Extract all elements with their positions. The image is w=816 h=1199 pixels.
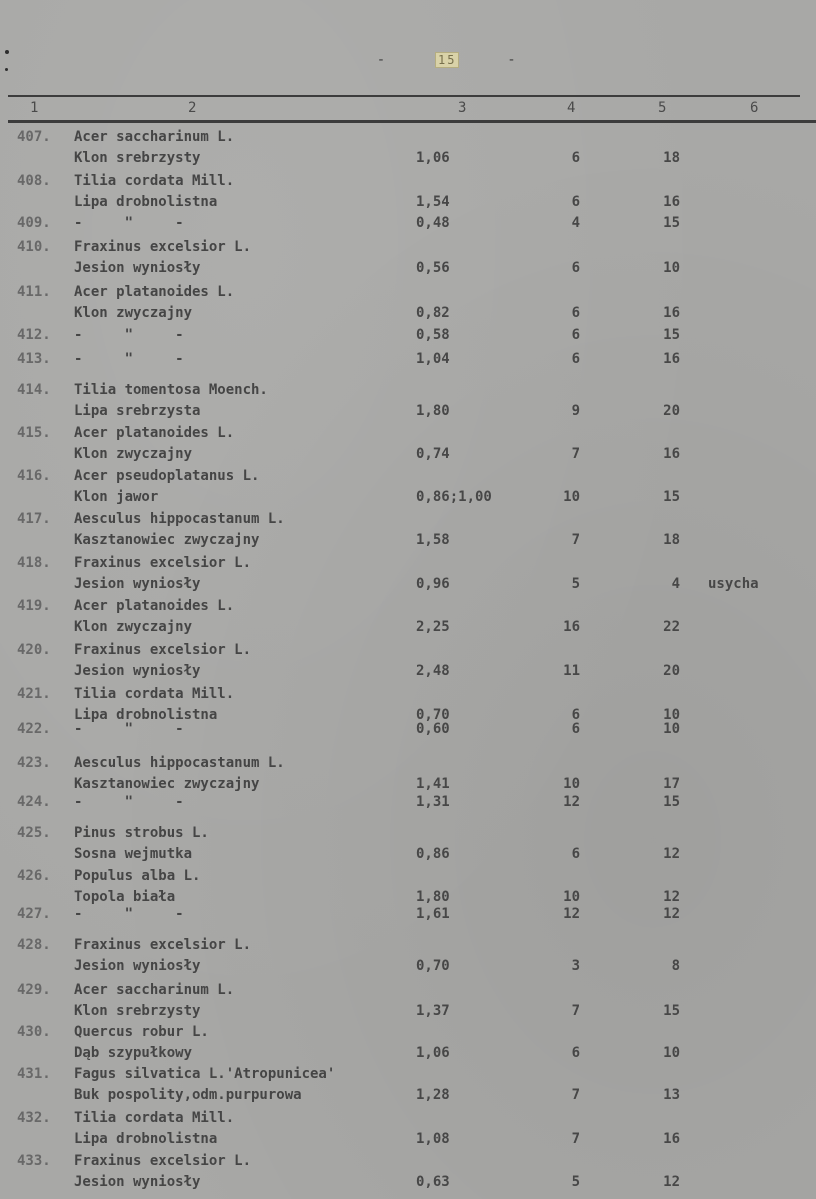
row-number: 426. xyxy=(17,868,51,884)
polish-name: Klon zwyczajny xyxy=(74,619,193,635)
row-number: 424. xyxy=(17,794,51,810)
polish-name: Jesion wyniosły xyxy=(74,663,201,679)
height-value: 15 xyxy=(663,215,680,231)
row-number: 415. xyxy=(17,425,51,441)
species-name xyxy=(74,640,251,682)
row-number: 422. xyxy=(17,721,51,737)
diameter-value: 6 xyxy=(571,846,580,862)
latin-name: Fagus silvatica L.'Atropunicea' xyxy=(74,1066,336,1082)
latin-name: Acer platanoides L. xyxy=(74,425,235,441)
remarks-value: usycha xyxy=(708,576,759,592)
diameter-value: 7 xyxy=(571,1087,580,1103)
row-number: 409. xyxy=(17,215,51,231)
diameter-value: 10 xyxy=(563,889,580,905)
circumference-value: 0,70 xyxy=(416,707,450,723)
height-value: 12 xyxy=(663,889,680,905)
polish-name: Lipa srebrzysta xyxy=(74,403,201,419)
polish-name: Klon jawor xyxy=(74,489,159,505)
circumference-value: 2,48 xyxy=(416,663,450,679)
species-name xyxy=(74,1151,251,1193)
row-number: 430. xyxy=(17,1024,51,1040)
circumference-value: 0,60 xyxy=(416,721,450,737)
diameter-value: 6 xyxy=(571,150,580,166)
species-name xyxy=(74,553,251,595)
polish-name: Kasztanowiec zwyczajny xyxy=(74,532,260,548)
height-value: 16 xyxy=(663,305,680,321)
species-name xyxy=(74,980,234,1022)
circumference-value: 1,08 xyxy=(416,1131,450,1147)
polish-name: Lipa drobnolistna xyxy=(74,194,218,210)
species-name xyxy=(74,466,259,508)
height-value: 22 xyxy=(663,619,680,635)
latin-name: Acer pseudoplatanus L. xyxy=(74,468,260,484)
circumference-value: 1,61 xyxy=(416,906,450,922)
circumference-value: 1,37 xyxy=(416,1003,450,1019)
diameter-value: 12 xyxy=(563,794,580,810)
circumference-value: 1,80 xyxy=(416,403,450,419)
species-name xyxy=(74,904,184,925)
height-value: 16 xyxy=(663,1131,680,1147)
latin-name: Pinus strobus L. xyxy=(74,825,209,841)
diameter-value: 6 xyxy=(571,327,580,343)
dash-right: - xyxy=(507,52,518,68)
circumference-value: 0,58 xyxy=(416,327,450,343)
height-value: 13 xyxy=(663,1087,680,1103)
row-number: 407. xyxy=(17,129,51,145)
species-name xyxy=(74,719,184,740)
column-header-6: 6 xyxy=(750,100,759,116)
diameter-value: 12 xyxy=(563,906,580,922)
species-name xyxy=(74,349,184,370)
species-name xyxy=(74,1064,335,1106)
polish-name: Klon zwyczajny xyxy=(74,305,193,321)
row-number: 429. xyxy=(17,982,51,998)
page-number-header xyxy=(375,52,519,68)
height-value: 15 xyxy=(663,794,680,810)
height-value: 10 xyxy=(663,721,680,737)
circumference-value: 0,56 xyxy=(416,260,450,276)
latin-name: Fraxinus excelsior L. xyxy=(74,1153,252,1169)
diameter-value: 6 xyxy=(571,707,580,723)
diameter-value: 11 xyxy=(563,663,580,679)
circumference-value: 1,06 xyxy=(416,1045,450,1061)
row-number: 412. xyxy=(17,327,51,343)
species-name xyxy=(74,1108,234,1150)
polish-name: Kasztanowiec zwyczajny xyxy=(74,776,260,792)
latin-name: Tilia cordata Mill. xyxy=(74,1110,235,1126)
circumference-value: 1,54 xyxy=(416,194,450,210)
latin-name: Acer platanoides L. xyxy=(74,598,235,614)
height-value: 15 xyxy=(663,327,680,343)
polish-name: Klon zwyczajny xyxy=(74,446,193,462)
latin-name: Fraxinus excelsior L. xyxy=(74,642,252,658)
height-value: 16 xyxy=(663,446,680,462)
circumference-value: 1,41 xyxy=(416,776,450,792)
species-name xyxy=(74,127,234,169)
species-name xyxy=(74,792,184,813)
latin-name: - " - xyxy=(74,906,184,922)
latin-name: Acer saccharinum L. xyxy=(74,129,235,145)
circumference-value: 2,25 xyxy=(416,619,450,635)
column-header-2: 2 xyxy=(188,100,197,116)
latin-name: - " - xyxy=(74,794,184,810)
diameter-value: 5 xyxy=(571,1174,580,1190)
row-number: 418. xyxy=(17,555,51,571)
height-value: 12 xyxy=(663,1174,680,1190)
polish-name: Topola biała xyxy=(74,889,176,905)
height-value: 18 xyxy=(663,532,680,548)
diameter-value: 3 xyxy=(571,958,580,974)
diameter-value: 6 xyxy=(571,1045,580,1061)
latin-name: Fraxinus excelsior L. xyxy=(74,937,252,953)
diameter-value: 10 xyxy=(563,776,580,792)
latin-name: - " - xyxy=(74,215,184,231)
latin-name: Fraxinus excelsior L. xyxy=(74,555,252,571)
species-name xyxy=(74,423,234,465)
species-name xyxy=(74,753,285,795)
species-name xyxy=(74,171,234,213)
diameter-value: 6 xyxy=(571,305,580,321)
polish-name: Klon srebrzysty xyxy=(74,150,201,166)
circumference-value: 1,04 xyxy=(416,351,450,367)
height-value: 16 xyxy=(663,194,680,210)
diameter-value: 6 xyxy=(571,721,580,737)
row-number: 410. xyxy=(17,239,51,255)
latin-name: Tilia tomentosa Moench. xyxy=(74,382,268,398)
species-name xyxy=(74,509,285,551)
row-number: 413. xyxy=(17,351,51,367)
height-value: 18 xyxy=(663,150,680,166)
height-value: 15 xyxy=(663,1003,680,1019)
species-name xyxy=(74,237,251,279)
diameter-value: 7 xyxy=(571,446,580,462)
circumference-value: 1,06 xyxy=(416,150,450,166)
diameter-value: 6 xyxy=(571,351,580,367)
circumference-value: 0,96 xyxy=(416,576,450,592)
height-value: 12 xyxy=(663,906,680,922)
height-value: 20 xyxy=(663,403,680,419)
height-value: 8 xyxy=(671,958,680,974)
diameter-value: 16 xyxy=(563,619,580,635)
column-header-4: 4 xyxy=(567,100,576,116)
polish-name: Jesion wyniosły xyxy=(74,1174,201,1190)
column-header-3: 3 xyxy=(458,100,467,116)
header-top-rule xyxy=(8,95,800,97)
polish-name: Jesion wyniosły xyxy=(74,576,201,592)
header-bottom-rule xyxy=(8,120,816,123)
column-header-1: 1 xyxy=(30,100,39,116)
species-name xyxy=(74,325,184,346)
circumference-value: 1,58 xyxy=(416,532,450,548)
latin-name: Quercus robur L. xyxy=(74,1024,209,1040)
circumference-value: 0,70 xyxy=(416,958,450,974)
polish-name: Jesion wyniosły xyxy=(74,958,201,974)
row-number: 416. xyxy=(17,468,51,484)
latin-name: Fraxinus excelsior L. xyxy=(74,239,252,255)
row-number: 425. xyxy=(17,825,51,841)
circumference-value: 0,74 xyxy=(416,446,450,462)
circumference-value: 0,63 xyxy=(416,1174,450,1190)
latin-name: Aesculus hippocastanum L. xyxy=(74,511,285,527)
latin-name: Acer saccharinum L. xyxy=(74,982,235,998)
latin-name: Tilia cordata Mill. xyxy=(74,686,235,702)
polish-name: Klon srebrzysty xyxy=(74,1003,201,1019)
polish-name: Buk pospolity,odm.purpurowa xyxy=(74,1087,302,1103)
row-number: 420. xyxy=(17,642,51,658)
row-number: 417. xyxy=(17,511,51,527)
diameter-value: 10 xyxy=(563,489,580,505)
circumference-value: 0,86;1,00 xyxy=(416,489,492,505)
diameter-value: 4 xyxy=(571,215,580,231)
diameter-value: 9 xyxy=(571,403,580,419)
punch-mark xyxy=(5,68,8,71)
row-number: 419. xyxy=(17,598,51,614)
species-name xyxy=(74,596,234,638)
row-number: 408. xyxy=(17,173,51,189)
height-value: 15 xyxy=(663,489,680,505)
row-number: 428. xyxy=(17,937,51,953)
diameter-value: 5 xyxy=(571,576,580,592)
species-name xyxy=(74,823,209,865)
species-name xyxy=(74,380,268,422)
polish-name: Dąb szypułkowy xyxy=(74,1045,193,1061)
circumference-value: 0,82 xyxy=(416,305,450,321)
row-number: 433. xyxy=(17,1153,51,1169)
latin-name: Tilia cordata Mill. xyxy=(74,173,235,189)
row-number: 423. xyxy=(17,755,51,771)
height-value: 10 xyxy=(663,707,680,723)
latin-name: - " - xyxy=(74,351,184,367)
height-value: 17 xyxy=(663,776,680,792)
species-name xyxy=(74,282,234,324)
row-number: 411. xyxy=(17,284,51,300)
latin-name: Aesculus hippocastanum L. xyxy=(74,755,285,771)
polish-name: Sosna wejmutka xyxy=(74,846,193,862)
species-name xyxy=(74,1022,209,1064)
row-number: 431. xyxy=(17,1066,51,1082)
diameter-value: 7 xyxy=(571,532,580,548)
diameter-value: 7 xyxy=(571,1003,580,1019)
height-value: 12 xyxy=(663,846,680,862)
circumference-value: 1,31 xyxy=(416,794,450,810)
height-value: 10 xyxy=(663,1045,680,1061)
polish-name: Lipa drobnolistna xyxy=(74,1131,218,1147)
polish-name: Jesion wyniosły xyxy=(74,260,201,276)
row-number: 427. xyxy=(17,906,51,922)
height-value: 20 xyxy=(663,663,680,679)
latin-name: - " - xyxy=(74,721,184,737)
height-value: 16 xyxy=(663,351,680,367)
height-value: 4 xyxy=(671,576,680,592)
latin-name: Populus alba L. xyxy=(74,868,201,884)
row-number: 414. xyxy=(17,382,51,398)
species-name xyxy=(74,935,251,977)
diameter-value: 6 xyxy=(571,260,580,276)
diameter-value: 6 xyxy=(571,194,580,210)
punch-mark xyxy=(5,50,9,54)
row-number: 421. xyxy=(17,686,51,702)
species-name xyxy=(74,866,200,908)
species-name xyxy=(74,213,184,234)
latin-name: - " - xyxy=(74,327,184,343)
polish-name: Lipa drobnolistna xyxy=(74,707,218,723)
row-number: 432. xyxy=(17,1110,51,1126)
dash-left: - xyxy=(376,52,388,68)
page-number: 15 xyxy=(435,52,459,68)
circumference-value: 0,48 xyxy=(416,215,450,231)
circumference-value: 1,80 xyxy=(416,889,450,905)
height-value: 10 xyxy=(663,260,680,276)
latin-name: Acer platanoides L. xyxy=(74,284,235,300)
circumference-value: 1,28 xyxy=(416,1087,450,1103)
circumference-value: 0,86 xyxy=(416,846,450,862)
column-header-5: 5 xyxy=(658,100,667,116)
diameter-value: 7 xyxy=(571,1131,580,1147)
